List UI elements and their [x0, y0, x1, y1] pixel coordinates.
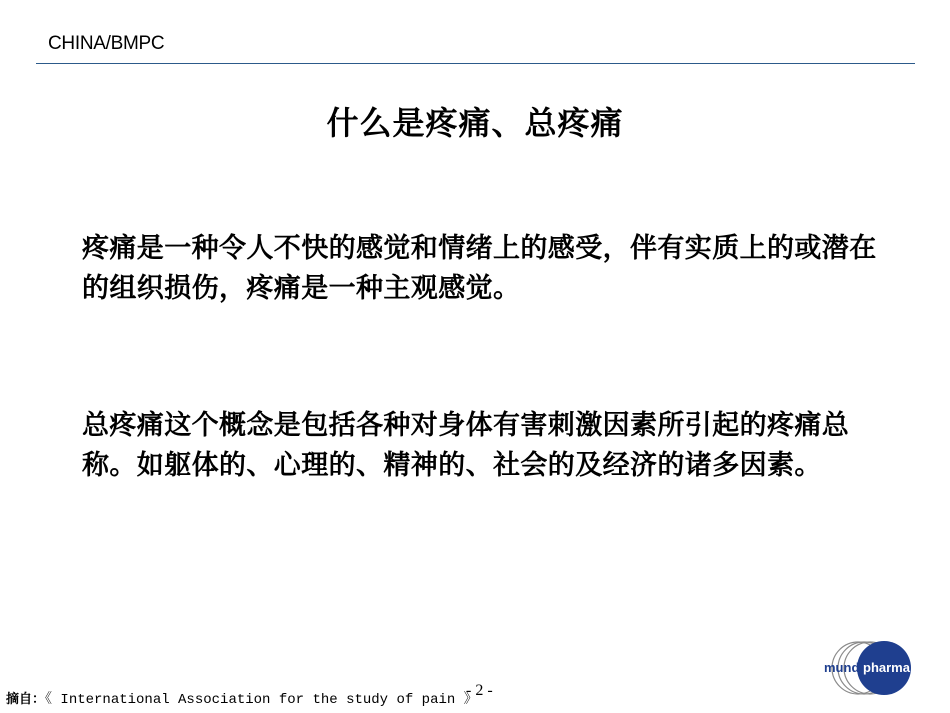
footer-source-text: 《 International Association for the study of pain 》 — [45, 692, 478, 708]
page-number: - 2 - — [466, 682, 493, 699]
paragraph-pain-definition: 疼痛是一种令人不快的感觉和情绪上的感受，伴有实质上的或潜在的组织损伤，疼痛是一种主观感觉。 — [82, 233, 877, 304]
slide-title: 什么是疼痛、总疼痛 — [326, 104, 624, 142]
logo-text: mundipharma — [824, 660, 910, 675]
paragraph-total-pain-definition: 总疼痛这个概念是包括各种对身体有害刺激因素所引起的疼痛总称。如躯体的、心理的、精神的、社会的及经济的诸多因素。 — [82, 410, 850, 481]
mundipharma-logo — [820, 638, 916, 698]
header-org-label: CHINA/BMPC — [48, 33, 165, 54]
footer-source-label: 摘自： — [6, 692, 46, 707]
header-divider — [36, 63, 915, 64]
footer-source — [6, 688, 478, 708]
